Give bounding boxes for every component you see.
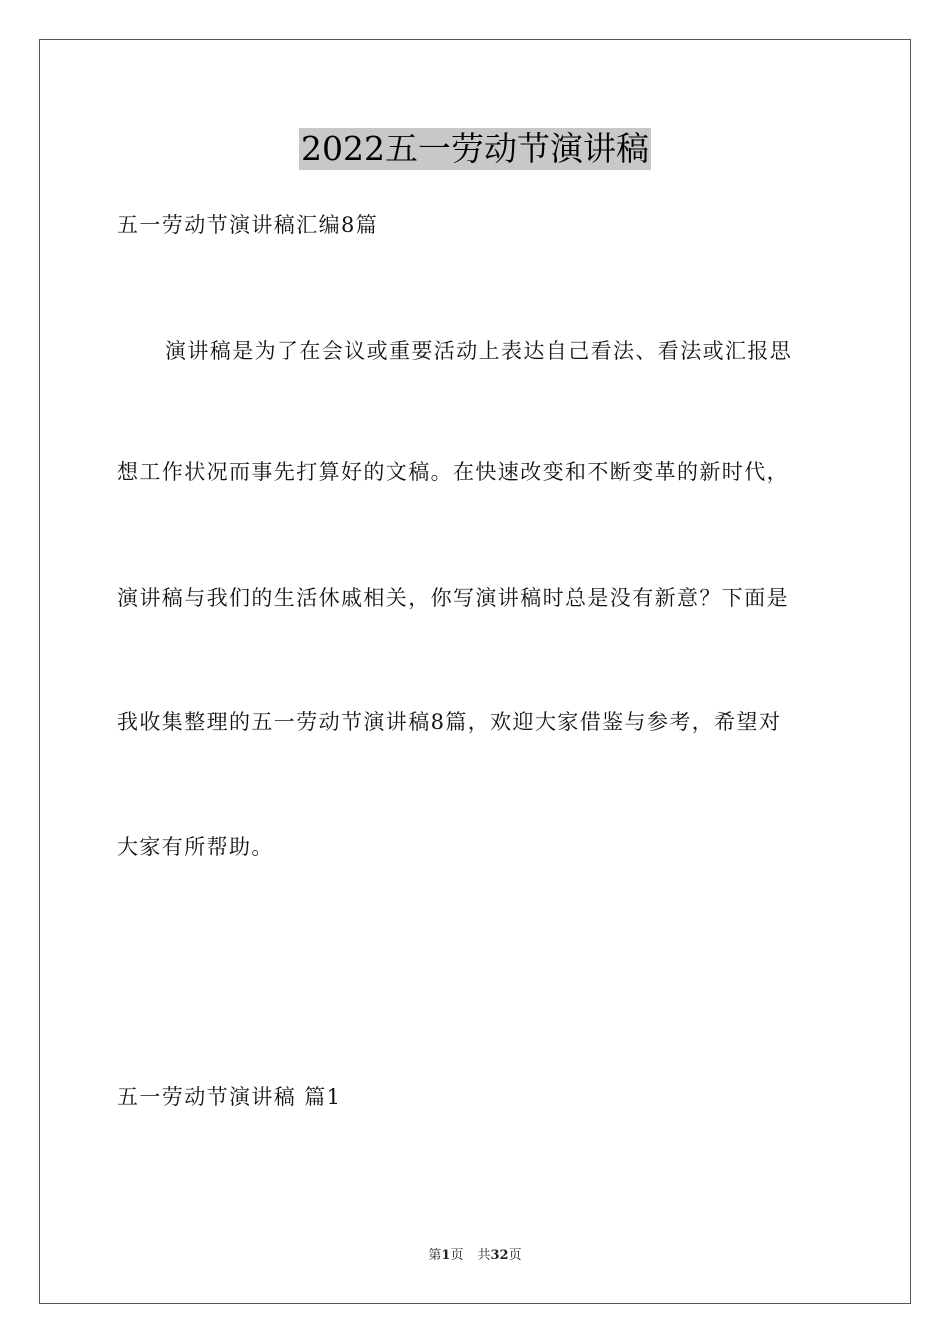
paragraph-line: 想工作状况而事先打算好的文稿。在快速改变和不断变革的新时代， (117, 460, 789, 484)
total-page-count: 32 (490, 1248, 509, 1263)
current-page-number: 1 (441, 1248, 451, 1263)
paragraph-line: 演讲稿是为了在会议或重要活动上表达自己看法、看法或汇报思 (165, 339, 793, 363)
total-prefix: 共 (477, 1248, 491, 1263)
total-suffix: 页 (508, 1248, 522, 1263)
document-subtitle: 五一劳动节演讲稿汇编8篇 (117, 213, 379, 237)
paragraph-line: 演讲稿与我们的生活休戚相关，你写演讲稿时总是没有新意？下面是 (117, 586, 789, 610)
paragraph-line: 我收集整理的五一劳动节演讲稿8篇，欢迎大家借鉴与参考，希望对 (117, 710, 782, 734)
page-footer (0, 1247, 950, 1265)
document-title: 2022五一劳动节演讲稿 (301, 129, 649, 168)
page-prefix: 第 (428, 1248, 442, 1263)
section-heading: 五一劳动节演讲稿 篇1 (117, 1085, 342, 1109)
page-suffix: 页 (450, 1248, 464, 1263)
paragraph-line: 大家有所帮助。 (117, 835, 274, 859)
title-container (0, 128, 950, 170)
